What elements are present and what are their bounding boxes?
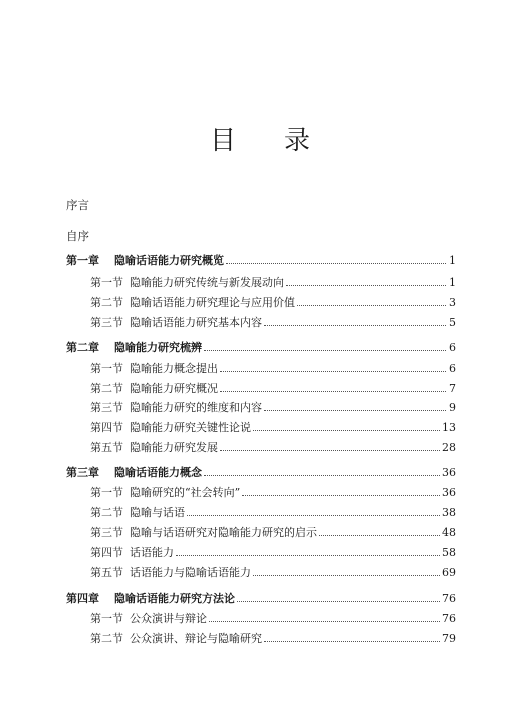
toc-section-row[interactable] [90,276,456,290]
toc-entry-title: 隐喻能力概念提出 [130,362,218,375]
toc-leader-dots [264,640,440,642]
toc-page-number: 48 [442,526,456,539]
toc-leader-dots [220,449,440,451]
toc-entry-title: 隐喻与话语 [130,506,185,519]
toc-entry-number: 第五节 [90,441,123,454]
toc-entry-number: 第三章 [66,466,99,479]
toc-entry-title: 隐喻能力研究概况 [130,382,218,395]
toc-leader-dots [220,390,446,392]
toc-section-row[interactable] [90,566,456,580]
toc-section-row[interactable] [90,506,456,520]
toc-leader-dots [253,574,440,576]
toc-leader-dots [204,474,440,476]
toc-leader-dots [226,262,446,264]
page-title [0,120,520,157]
toc-page-number: 3 [449,296,456,309]
toc-section-row[interactable] [90,362,456,376]
toc-entry-title: 隐喻能力研究关键性论说 [130,421,251,434]
toc-entry-title: 话语能力 [130,546,174,559]
toc-entry-title: 隐喻能力研究梳辨 [114,341,202,354]
toc-entry-number: 第二节 [90,382,123,395]
toc-entry-title: 隐喻话语能力研究理论与应用价值 [130,296,295,309]
toc-page-number: 58 [442,546,456,559]
toc-entry-title: 隐喻话语能力研究基本内容 [130,316,262,329]
toc-entry-number: 第一章 [66,254,99,267]
toc-entry-number: 第一节 [90,276,123,289]
toc-page-number: 5 [449,316,456,329]
toc-entry-title: 隐喻能力研究发展 [130,441,218,454]
title-char-left: 目 [209,126,236,156]
toc-entry-number: 第二章 [66,341,99,354]
toc-page-number: 36 [442,466,456,479]
toc-leader-dots [264,324,446,326]
toc-entry-number: 第一节 [90,486,123,499]
toc-page-number: 38 [442,506,456,519]
toc-entry-title: 公众演讲与辩论 [130,612,207,625]
toc-page-number: 1 [449,276,456,289]
toc-leader-dots [187,514,440,516]
toc-section-row[interactable] [90,546,456,560]
toc-entry-title: 隐喻话语能力研究概览 [114,254,224,267]
toc-page-number: 6 [449,341,456,354]
toc-entry-title: 隐喻与话语研究对隐喻能力研究的启示 [130,526,317,539]
toc-leader-dots [220,370,446,372]
toc-page-number: 76 [442,592,456,605]
toc-leader-dots [242,494,440,496]
toc-entry-number: 第二节 [90,632,123,645]
toc-leader-dots [176,554,440,556]
toc-entry-number: 第三节 [90,401,123,414]
toc-entry-title: 隐喻话语能力研究方法论 [114,592,235,605]
toc-entry-number: 第一节 [90,362,123,375]
toc-page-number: 7 [449,382,456,395]
toc-page-number: 1 [449,254,456,267]
toc-section-row[interactable] [90,486,456,500]
toc-chapter-row[interactable] [66,592,456,606]
toc-section-row[interactable] [90,316,456,330]
toc-entry-number: 第三节 [90,526,123,539]
toc-section-row[interactable] [90,612,456,626]
toc-leader-dots [253,429,440,431]
toc-leader-dots [204,349,446,351]
toc-page-number: 79 [442,632,456,645]
toc-page-number: 76 [442,612,456,625]
toc-entry-number: 第四章 [66,592,99,605]
toc-leader-dots [264,409,446,411]
toc-section-row[interactable] [90,421,456,435]
toc-section-row[interactable] [90,382,456,396]
toc-leader-dots [297,304,446,306]
toc-leader-dots [237,600,440,602]
toc-entry-title: 隐喻能力研究的维度和内容 [130,401,262,414]
toc-page-number: 6 [449,362,456,375]
toc-entry-number: 第二节 [90,506,123,519]
toc-entry-title: 公众演讲、辩论与隐喻研究 [130,632,262,645]
toc-leader-dots [286,284,446,286]
toc-page-number: 36 [442,486,456,499]
toc-section-row[interactable] [90,401,456,415]
toc-entry-title: 隐喻能力研究传统与新发展动向 [130,276,284,289]
toc-entry-title: 隐喻话语能力概念 [114,466,202,479]
toc-section-row[interactable] [90,526,456,540]
toc-chapter-row[interactable] [66,341,456,355]
toc-section-row[interactable] [90,296,456,310]
toc-chapter-row[interactable] [66,466,456,480]
toc-page-number: 9 [449,401,456,414]
toc-leader-dots [319,534,440,536]
title-char-right: 录 [284,126,311,156]
toc-entry-number: 第四节 [90,546,123,559]
toc-page-number: 69 [442,566,456,579]
toc-entry-number: 第三节 [90,316,123,329]
toc-entry-title: 隐喻研究的“社会转向” [130,486,241,499]
toc-entry-number: 第四节 [90,421,123,434]
toc-entry-title: 话语能力与隐喻话语能力 [130,566,251,579]
toc-entry-number: 第一节 [90,612,123,625]
toc-section-row[interactable] [90,441,456,455]
preface-entry[interactable]: 序言 [66,198,89,212]
toc-page-number: 13 [442,421,456,434]
toc-entry-number: 第五节 [90,566,123,579]
toc-page-number: 28 [442,441,456,454]
toc-section-row[interactable] [90,632,456,646]
foreword-entry[interactable]: 自序 [66,229,89,243]
toc-chapter-row[interactable] [66,254,456,268]
toc-entry-number: 第二节 [90,296,123,309]
toc-leader-dots [209,620,440,622]
